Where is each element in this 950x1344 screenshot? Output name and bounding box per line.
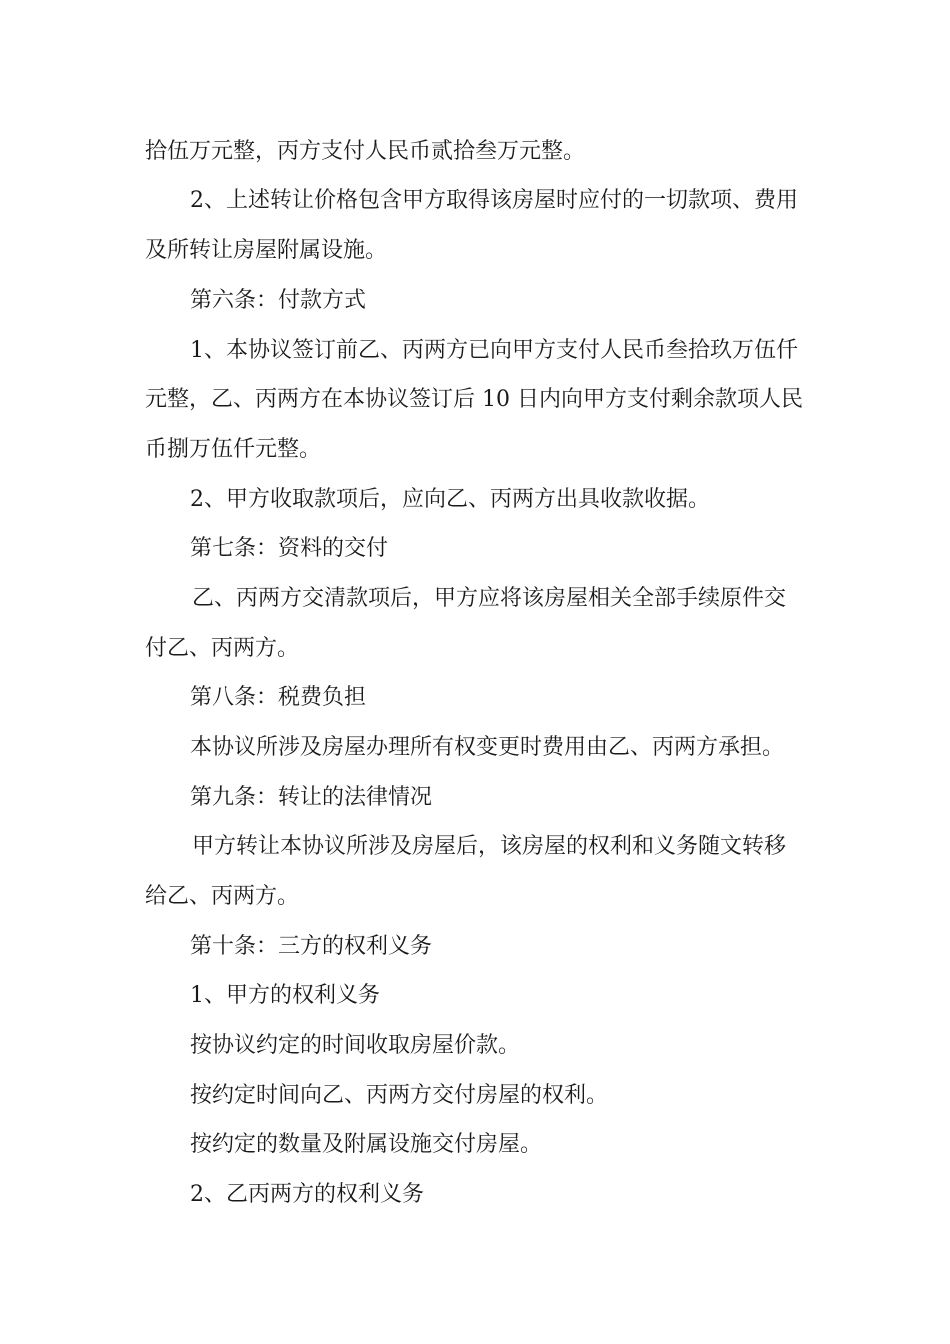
- section-heading-7: 第七条：资料的交付: [190, 536, 389, 561]
- text-line-20: 按约定时间向乙、丙两方交付房屋的权利。: [190, 1083, 609, 1108]
- text-line-2: 2、上述转让价格包含甲方取得该房屋时应付的一切款项、费用: [190, 188, 798, 213]
- text-line-15: 甲方转让本协议所涉及房屋后，该房屋的权利和义务随文转移: [192, 834, 787, 859]
- text-line-16: 给乙、丙两方。: [145, 884, 300, 909]
- text-line-10: 乙、丙两方交清款项后，甲方应将该房屋相关全部手续原件交: [192, 586, 787, 611]
- text-line-19: 按协议约定的时间收取房屋价款。: [190, 1033, 521, 1058]
- section-heading-9: 第九条：转让的法律情况: [190, 785, 433, 810]
- text-line-1: 拾伍万元整，丙方支付人民币贰拾叁万元整。: [145, 139, 586, 164]
- section-heading-6: 第六条：付款方式: [190, 288, 367, 313]
- text-line-22: 2、乙丙两方的权利义务: [190, 1182, 424, 1207]
- text-line-8: 2、甲方收取款项后，应向乙、丙两方出具收款收据。: [190, 487, 710, 512]
- text-line-21: 按约定的数量及附属设施交付房屋。: [190, 1132, 543, 1157]
- text-line-13: 本协议所涉及房屋办理所有权变更时费用由乙、丙两方承担。: [190, 735, 785, 760]
- text-line-5: 1、本协议签订前乙、丙两方已向甲方支付人民币叁拾玖万伍仟: [190, 338, 798, 363]
- text-line-7: 币捌万伍仟元整。: [145, 437, 322, 462]
- text-line-11: 付乙、丙两方。: [145, 636, 300, 661]
- text-line-6: 元整，乙、丙两方在本协议签订后 10 日内向甲方支付剩余款项人民: [145, 387, 803, 412]
- section-heading-10: 第十条：三方的权利义务: [190, 934, 433, 959]
- text-line-18: 1、甲方的权利义务: [190, 983, 380, 1008]
- section-heading-8: 第八条：税费负担: [190, 685, 367, 710]
- text-line-3: 及所转让房屋附属设施。: [145, 238, 388, 263]
